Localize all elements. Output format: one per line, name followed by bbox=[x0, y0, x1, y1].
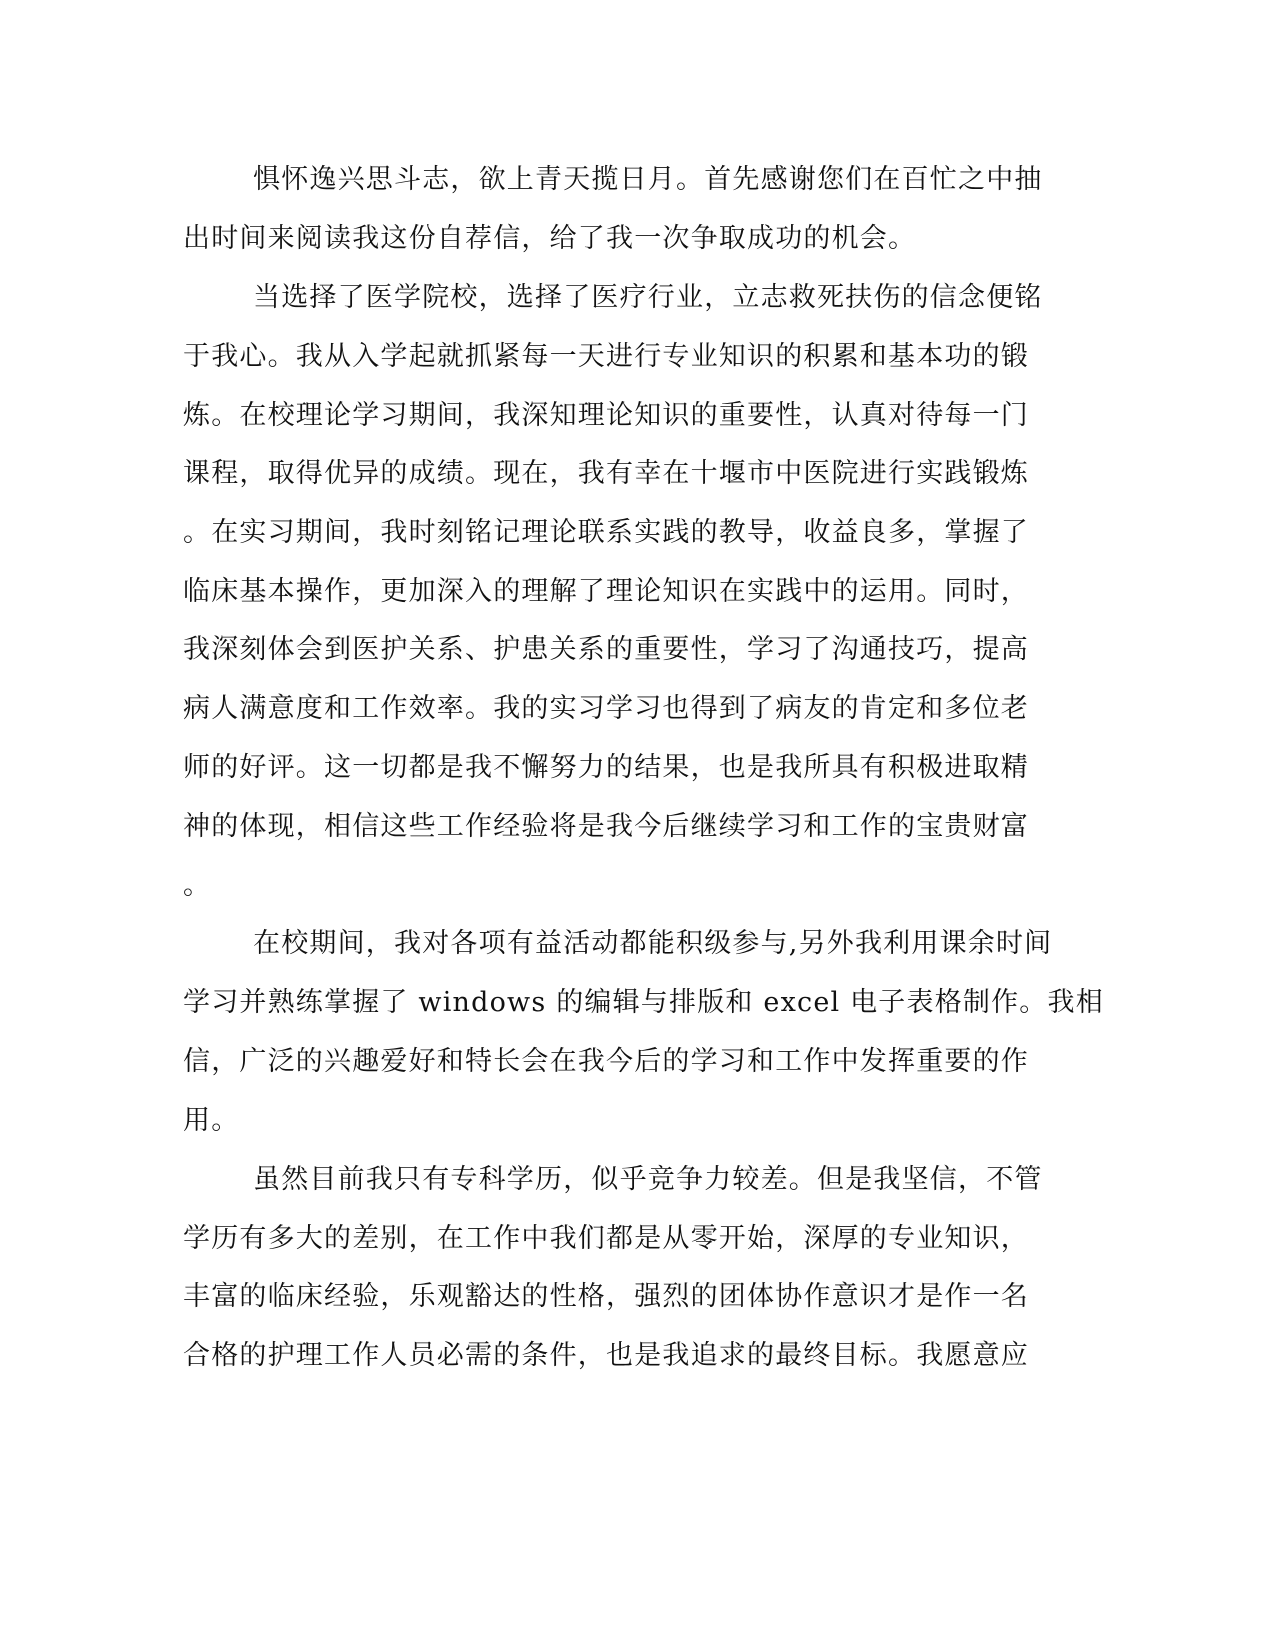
text-line: 炼。在校理论学习期间，我深知理论知识的重要性，认真对待每一门 bbox=[183, 400, 1029, 431]
text-line: 出时间来阅读我这份自荐信，给了我一次争取成功的机会。 bbox=[183, 223, 917, 254]
text-line: 虽然目前我只有专科学历，似乎竞争力较差。但是我坚信，不管 bbox=[253, 1164, 1043, 1195]
text-line: 学历有多大的差别，在工作中我们都是从零开始，深厚的专业知识， bbox=[183, 1223, 1029, 1254]
text-line: 于我心。我从入学起就抓紧每一天进行专业知识的积累和基本功的锻 bbox=[183, 341, 1029, 372]
text-line: 学习并熟练掌握了 windows 的编辑与排版和 excel 电子表格制作。我相 bbox=[183, 987, 1104, 1018]
text-line: 信，广泛的兴趣爱好和特长会在我今后的学习和工作中发挥重要的作 bbox=[183, 1046, 1029, 1077]
text-line: 用。 bbox=[183, 1105, 240, 1136]
text-line: 惧怀逸兴思斗志，欲上青天揽日月。首先感谢您们在百忙之中抽 bbox=[253, 164, 1043, 195]
text-line: 课程，取得优异的成绩。现在，我有幸在十堰市中医院进行实践锻炼 bbox=[183, 458, 1029, 489]
text-line: 师的好评。这一切都是我不懈努力的结果，也是我所具有积极进取精 bbox=[183, 752, 1029, 783]
text-line: 临床基本操作，更加深入的理解了理论知识在实践中的运用。同时， bbox=[183, 576, 1029, 607]
text-line: 合格的护理工作人员必需的条件，也是我追求的最终目标。我愿意应 bbox=[183, 1340, 1029, 1371]
text-line: 在校期间，我对各项有益活动都能积级参与,另外我利用课余时间 bbox=[253, 928, 1053, 959]
text-line: 。 bbox=[183, 870, 212, 901]
text-line: 病人满意度和工作效率。我的实习学习也得到了病友的肯定和多位老 bbox=[183, 693, 1029, 724]
text-line: 。在实习期间，我时刻铭记理论联系实践的教导，收益良多，掌握了 bbox=[183, 517, 1029, 548]
text-line: 我深刻体会到医护关系、护患关系的重要性，学习了沟通技巧，提高 bbox=[183, 634, 1029, 665]
text-line: 当选择了医学院校，选择了医疗行业，立志救死扶伤的信念便铭 bbox=[253, 282, 1043, 313]
text-line: 丰富的临床经验，乐观豁达的性格，强烈的团体协作意识才是作一名 bbox=[183, 1281, 1029, 1312]
text-line: 神的体现，相信这些工作经验将是我今后继续学习和工作的宝贵财富 bbox=[183, 811, 1029, 842]
